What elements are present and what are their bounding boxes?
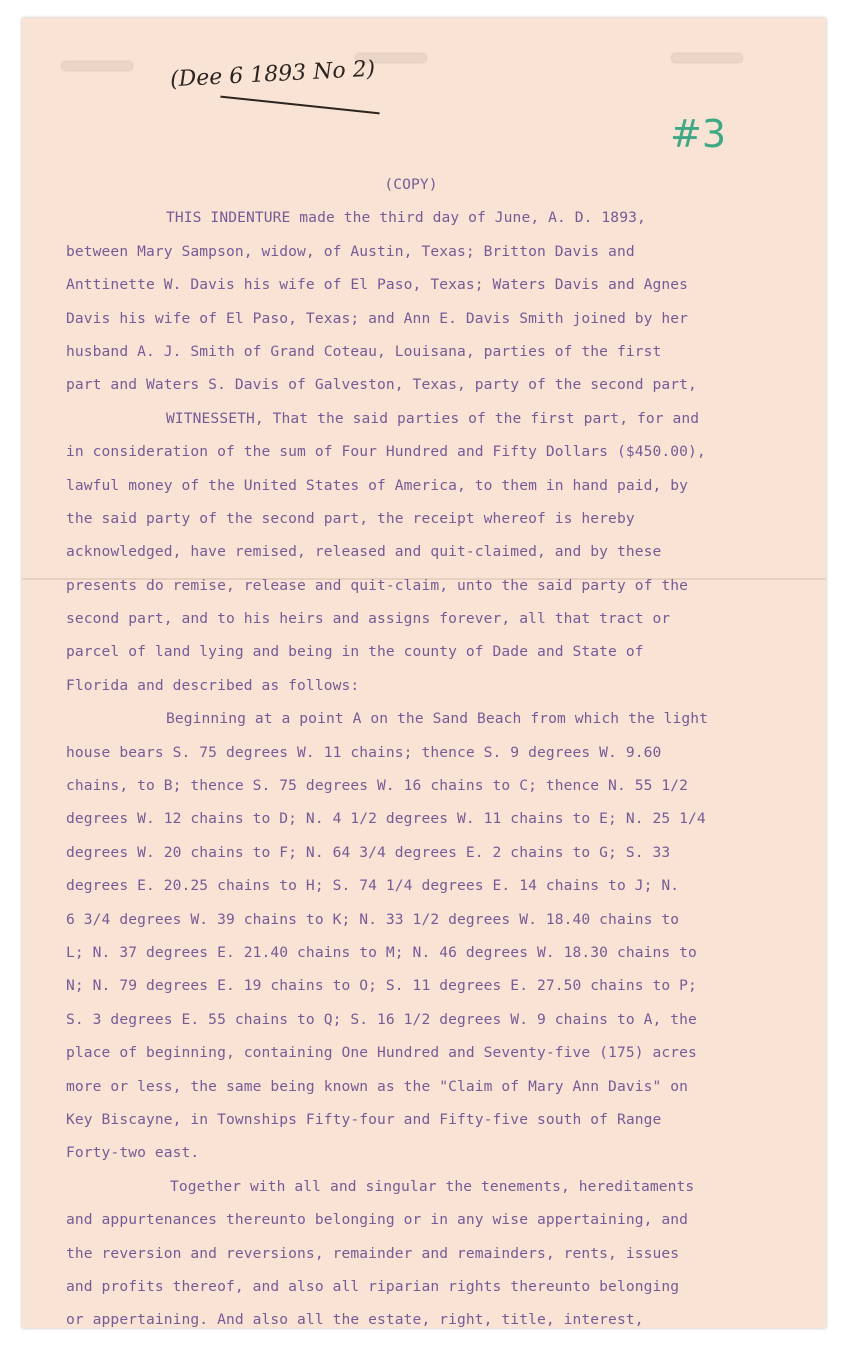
text-line: chains, to B; thence S. 75 degrees W. 16 chains to C; thence N. 55 1/2 [66,777,689,795]
document-page [22,18,826,1328]
text-line: or appertaining. And also all the estate, right, title, interest, [66,1311,644,1328]
text-line: part and Waters S. Davis of Galveston, Texas, party of the second part, [66,376,697,394]
text-line: 6 3/4 degrees W. 39 chains to K; N. 33 1/2 degrees W. 18.40 chains to [66,910,680,928]
text-line: the reversion and reversions, remainder and remainders, rents, issues [66,1244,680,1262]
text-line: and appurtenances thereunto belonging or in any wise appertaining, and [66,1211,689,1229]
text-line: in consideration of the sum of Four Hundred and Fifty Dollars ($450.00), [66,443,706,461]
staple-mark-right [672,54,742,62]
text-line: L; N. 37 degrees E. 21.40 chains to M; N. 46 degrees W. 18.30 chains to [66,943,697,961]
text-line: Key Biscayne, in Townships Fifty-four and Fifty-five south of Range [66,1110,662,1128]
text-line: Davis his wife of El Paso, Texas; and Ann E. Davis Smith joined by her [66,309,689,327]
text-line: second part, and to his heirs and assigns forever, all that tract or [66,610,671,628]
text-line: acknowledged, have remised, released and quit-claimed, and by these [66,543,662,561]
handwritten-underline [220,96,379,115]
text-line: between Mary Sampson, widow, of Austin, Texas; Britton Davis and [66,242,635,260]
text-line: Forty-two east. [66,1144,200,1162]
text-line: the said party of the second part, the receipt whereof is hereby [66,509,635,527]
text-line: place of beginning, containing One Hundred and Seventy-five (175) acres [66,1044,697,1062]
text-line: parcel of land lying and being in the county of Dade and State of [66,643,644,661]
text-line: husband A. J. Smith of Grand Coteau, Louisana, parties of the first [66,342,662,360]
text-line: degrees E. 20.25 chains to H; S. 74 1/4 degrees E. 14 chains to J; N. [66,877,680,895]
typed-text-body [66,168,796,1328]
staple-mark-left [62,62,132,70]
text-line: degrees W. 12 chains to D; N. 4 1/2 degrees W. 11 chains to E; N. 25 1/4 [66,810,706,828]
text-line: N; N. 79 degrees E. 19 chains to O; S. 11 degrees E. 27.50 chains to P; [66,977,697,995]
text-line: and profits thereof, and also all riparian rights thereunto belonging [66,1277,680,1295]
text-line: Anttinette W. Davis his wife of El Paso, Texas; Waters Davis and Agnes [66,276,689,294]
handwritten-number: #3 [670,112,727,156]
text-line: Florida and described as follows: [66,676,360,694]
handwritten-note: (Dee 6 1893 No 2) [169,56,376,93]
text-line: degrees W. 20 chains to F; N. 64 3/4 degrees E. 2 chains to G; S. 33 [66,843,671,861]
text-line: more or less, the same being known as the "Claim of Mary Ann Davis" on [66,1077,689,1095]
text-line: lawful money of the United States of America, to them in hand paid, by [66,476,689,494]
text-line: WITNESSETH, That the said parties of the first part, for and [166,409,700,427]
text-line: presents do remise, release and quit-claim, unto the said party of the [66,576,689,594]
document-heading: (COPY) [384,176,438,193]
text-line: S. 3 degrees E. 55 chains to Q; S. 16 1/2 degrees W. 9 chains to A, the [66,1010,697,1028]
text-line: house bears S. 75 degrees W. 11 chains; thence S. 9 degrees W. 9.60 [66,743,662,761]
text-line: Beginning at a point A on the Sand Beach from which the light [166,710,709,728]
text-line: Together with all and singular the tenements, hereditaments [170,1177,695,1195]
text-line: THIS INDENTURE made the third day of June, A. D. 1893, [166,209,646,227]
